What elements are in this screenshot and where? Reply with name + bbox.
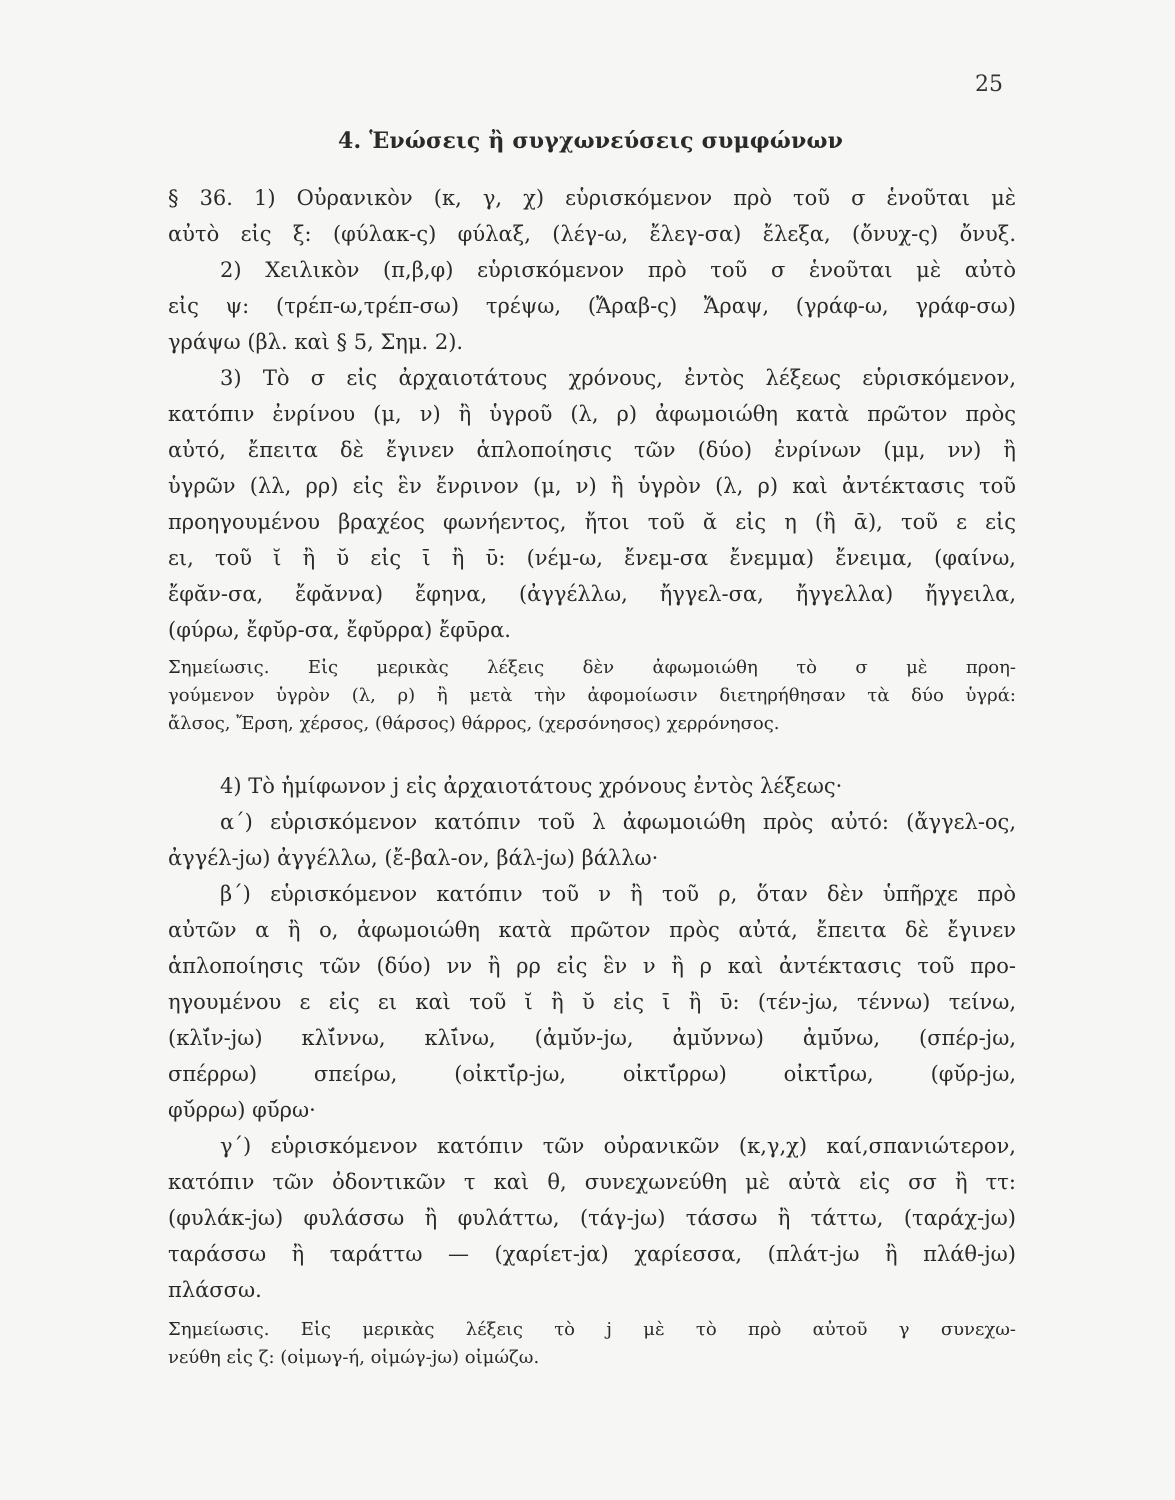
- note-line: ἄλσος, Ἔρση, χέρσος, (θάρσος) θάρρος, (χερσόνησος) χερρόνησος.: [168, 713, 780, 734]
- text-line: ἁπλοποίησις τῶν (δύο) νν ἢ ρρ εἰς ἓν ν ἢ ρ καὶ ἀντέκτασις τοῦ προ-: [168, 954, 1016, 978]
- text-line: (φύρω, ἔφῠρ-σα, ἔφῠρρα) ἔφῡρα.: [168, 618, 511, 642]
- text-line: 2) Χειλικὸν (π,β,φ) εὑρισκόμενον πρὸ τοῦ σ ἑνοῦται μὲ αὐτὸ: [220, 258, 1016, 282]
- note-line: Σημείωσις. Εἰς μερικὰς λέξεις τὸ j μὲ τὸ πρὸ αὐτοῦ γ συνεχω-: [168, 1319, 1016, 1340]
- text-line: γ΄) εὑρισκόμενον κατόπιν τῶν οὐρανικῶν (κ,γ,χ) καί,σπανιώτερον,: [220, 1134, 1016, 1158]
- page-number: 25: [975, 72, 1003, 97]
- text-line: κατόπιν τῶν ὀδοντικῶν τ καὶ θ, συνεχωνεύθη μὲ αὐτὰ εἰς σσ ἢ ττ:: [168, 1170, 1016, 1194]
- note-2: [168, 1318, 1016, 1374]
- text-line: αὐτό, ἔπειτα δὲ ἔγινεν ἁπλοποίησις τῶν (δύο) ἐνρίνων (μμ, νν) ἢ: [168, 438, 1016, 462]
- text-line: προηγουμένου βραχέος φωνήεντος, ἤτοι τοῦ ᾰ εἰς η (ἢ ᾱ), τοῦ ε εἰς: [168, 510, 1016, 534]
- text-line: ἀγγέλ-jω) ἀγγέλλω, (ἔ-βαλ-ον, βάλ-jω) βάλλω·: [168, 846, 659, 870]
- text-line: (φυλάκ-jω) φυλάσσω ἢ φυλάττω, (τάγ-jω) τάσσω ἢ τάττω, (ταράχ-jω): [168, 1206, 1016, 1230]
- text-line: κατόπιν ἐνρίνου (μ, ν) ἢ ὑγροῦ (λ, ρ) ἀφωμοιώθη κατὰ πρῶτον πρὸς: [168, 402, 1016, 426]
- note-line: γούμενον ὑγρὸν (λ, ρ) ἢ μετὰ τὴν ἀφομοίωσιν διετηρήθησαν τὰ δύο ὑγρά:: [168, 685, 1016, 706]
- section-heading: 4. Ἑνώσεις ἢ συγχωνεύσεις συμφώνων: [338, 128, 844, 154]
- text-line: εἰς ψ: (τρέπ-ω,τρέπ-σω) τρέψω, (Ἄραβ-ς) Ἄραψ, (γράφ-ω, γράφ-σω): [168, 294, 1016, 318]
- note-line: νεύθη εἰς ζ: (οἰμωγ-ή, οἰμώγ-jω) οἰμώζω.: [168, 1347, 540, 1368]
- text-line: φῠ́ρρω) φῡ́ρω·: [168, 1098, 316, 1122]
- text-line: πλάσσω.: [168, 1278, 262, 1302]
- paragraph-section-36: [168, 184, 1016, 652]
- text-line: ει, τοῦ ῐ ἢ ῠ εἰς ῑ ἢ ῡ: (νέμ-ω, ἔνεμ-σα ἔνεμμα) ἔνειμα, (φαίνω,: [168, 546, 1016, 570]
- text-line: (κλῐ́ν-jω) κλῐ́ννω, κλῑ́νω, (ἀμῠ́ν-jω, ἀμῠ́ννω) ἀμῡ́νω, (σπέρ-jω,: [168, 1026, 1016, 1050]
- text-line: ηγουμένου ε εἰς ει καὶ τοῦ ῐ ἢ ῠ εἰς ῑ ἢ ῡ: (τέν-jω, τέννω) τείνω,: [168, 990, 1016, 1014]
- text-line: β΄) εὑρισκόμενον κατόπιν τοῦ ν ἢ τοῦ ρ, ὅταν δὲν ὑπῆρχε πρὸ: [220, 882, 1016, 906]
- text-line: ταράσσω ἢ ταράττω — (χαρίετ-jα) χαρίεσσα, (πλάτ-jω ἢ πλάθ-jω): [168, 1242, 1016, 1266]
- text-line: § 36. 1) Οὐρανικὸν (κ, γ, χ) εὑρισκόμενον πρὸ τοῦ σ ἑνοῦται μὲ: [168, 186, 1016, 210]
- text-line: ὑγρῶν (λλ, ρρ) εἰς ἓν ἔνρινον (μ, ν) ἢ ὑγρὸν (λ, ρ) καὶ ἀντέκτασις τοῦ: [168, 474, 1016, 498]
- note-1: [168, 656, 1016, 740]
- note-line: Σημείωσις. Εἰς μερικὰς λέξεις δὲν ἀφωμοιώθη τὸ σ μὲ προη-: [168, 657, 1016, 678]
- text-line: α΄) εὑρισκόμενον κατόπιν τοῦ λ ἀφωμοιώθη πρὸς αὐτό: (ἄγγελ-ος,: [220, 810, 1016, 834]
- text-line: 3) Τὸ σ εἰς ἀρχαιοτάτους χρόνους, ἐντὸς λέξεως εὑρισκόμενον,: [220, 366, 1016, 390]
- text-line: αὐτῶν α ἢ ο, ἀφωμοιώθη κατὰ πρῶτον πρὸς αὐτά, ἔπειτα δὲ ἔγινεν: [168, 918, 1016, 942]
- text-line: ἔφᾰν-σα, ἔφᾰννα) ἔφηνα, (ἀγγέλλω, ἤγγελ-σα, ἤγγελλα) ἤγγειλα,: [168, 582, 1016, 606]
- text-line: αὐτὸ εἰς ξ: (φύλακ-ς) φύλαξ, (λέγ-ω, ἔλεγ-σα) ἔλεξα, (ὄνυχ-ς) ὄνυξ.: [168, 222, 1016, 246]
- paragraph-hemiphonon-j: [168, 772, 1016, 1312]
- text-line: σπέρρω) σπείρω, (οἰκτῐ́ρ-jω, οἰκτῐ́ρρω) οἰκτῑ́ρω, (φῠ́ρ-jω,: [168, 1062, 1016, 1086]
- text-line: 4) Τὸ ἡμίφωνον j εἰς ἀρχαιοτάτους χρόνους ἐντὸς λέξεως·: [220, 774, 843, 798]
- text-line: γράψω (βλ. καὶ § 5, Σημ. 2).: [168, 330, 464, 354]
